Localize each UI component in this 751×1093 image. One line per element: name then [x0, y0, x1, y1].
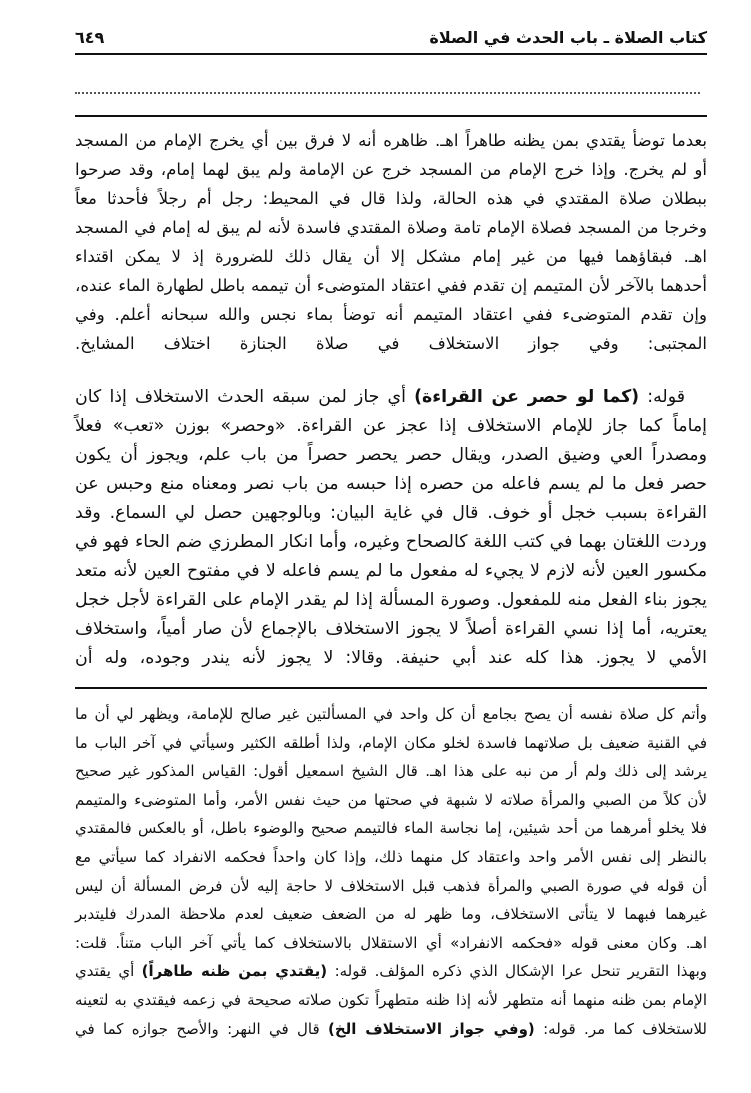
- main-paragraph-2: [75, 383, 707, 673]
- text-line: اهـ. وكان معنى قوله «فحكمه الانفراد» أي الاستقلال بالاستخلاف كما يأتي آخر الباب متناً. قلت:: [75, 933, 707, 952]
- text-line: بالنظر إلى نفس الأمر واحد واعتقاد كل منهما ذلك، وإذا كان واحداً فحكمه الانفراد كما سيأتي مع: [75, 847, 707, 866]
- text-line: [75, 383, 707, 412]
- text-line: حصر فعل ما لم يسم فاعله من حصره إذا حبسه من باب نصر ومعناه منع وحبس عن: [75, 474, 707, 494]
- text-line: يعتريه، أما إذا نسي القراءة أصلاً لا يجوز الاستخلاف بالإجماع لأن صار أمياً، واستخلاف: [75, 619, 707, 639]
- text-line: بعدما توضأ يقتدي بمن يظنه طاهراً اهـ. ظاهره أنه لا فرق بين أي يخرج الإمام من المسجد: [75, 131, 707, 150]
- text-line: أحدهما بالآخر لأن المتيمم إن تقدم ففي اعتقاد المتوضىء أن تيممه باطل لطهارة الماء عنده،: [75, 276, 707, 295]
- text-segment: للاستخلاف كما مر. قوله:: [534, 1019, 707, 1038]
- footnote-rule: [75, 687, 707, 689]
- text-line: مكسور العين لأنه لازم لا يجيء له مفعول ما لم يسم فاعله لا في مفتوح العين لأنه متعد: [75, 561, 707, 581]
- text-line: إماماً كما جاز للإمام الاستخلاف إذا عجز عن القراءة. «وحصر» بوزن «تعب» فعلاً: [75, 416, 707, 436]
- text-segment: أي جاز لمن سبقه الحدث الاستخلاف إذا كان: [75, 387, 415, 407]
- text-line: الإمام بمن ظنه منهما أنه متطهر لأنه إذا ظنه متطهراً تكون صلاته صحيحة في زعمه فيقتدي به لتعينه: [75, 990, 707, 1009]
- text-line: أن قوله في صورة الصبي والمرأة فذهب قبل الاستخلاف لا حاجة إليه لأن فرض المسألة أن ليس: [75, 876, 707, 895]
- text-line: القراءة بسبب خجل أو خوف. قال في غاية البيان: وبالوجهين حصل لي السماع. وقد: [75, 503, 707, 523]
- text-line: المجتبى: وفي جواز الاستخلاف في صلاة الجنازة اختلاف المشايخ.: [75, 334, 707, 353]
- text-segment: قوله:: [639, 387, 685, 407]
- text-line: غيرهما فبهما لا يتأتى الاستخلاف، وما ظهر له من الضعف ضعيف لعدم ملاحظة المدرك فليتدبر: [75, 905, 707, 924]
- text-line: [75, 1015, 707, 1044]
- text-line: أو لم يخرج. وإذا خرج الإمام من المسجد خرج عن الإمامة ولم يبق لهما إمام، وقد صرحوا: [75, 160, 707, 179]
- text-segment: وبهذا التقرير تنحل عرا الإشكال الذي ذكره المؤلف. قوله:: [327, 962, 707, 981]
- text-line: الأمي لا يجوز. هذا كله عند أبي حنيفة. وقالا: لا يجوز لأنه يندر وجوده، وله أن: [75, 648, 707, 668]
- footnote-block: [75, 700, 707, 1043]
- text-line: لأن كلاً من الصبي والمرأة صلاته لا شبهة في صحتها من حيث نفس الأمر، وأما المتوضىء والمتيمم: [75, 790, 707, 809]
- text-top-rule: [75, 115, 707, 117]
- text-line: فلا يخلو أمرهما من أحد شيئين، إما نجاسة الماء فالتيمم صحيح والوضوء باطل، أو بالعكس فالمقتدي: [75, 819, 707, 838]
- text-line: اهـ. فبقاؤهما فيها من غير إمام مشكل إلا أن يقال ذلك للضرورة إذ لا يمكن اقتداء: [75, 247, 707, 266]
- page-number: ٦٤٩: [75, 28, 105, 47]
- text-line: ببطلان صلاة المقتدي في هذه الحالة، ولذا قال في المحيط: رجل أم رجلاً فأحدثا معاً: [75, 189, 707, 208]
- quoted-lemma: (كما لو حصر عن القراءة): [414, 387, 640, 407]
- text-line: وإن تقدم المتوضىء ففي اعتقاد المتيمم أنه توضأ بماء نجس والله سبحانه أعلم. وفي: [75, 305, 707, 324]
- dotted-separator: [75, 92, 700, 94]
- text-line: وخرجا من المسجد فصلاة الإمام تامة وصلاة المقتدي فاسدة لأنه لم يبق له إمام في المسجد: [75, 218, 707, 237]
- text-line: وأتم كل صلاة نفسه أن يصح بجامع أن كل واحد في المسألتين غير صالح للإمامة، ويظهر لي أن ما: [75, 705, 707, 723]
- text-line: يرشد إلى ذلك ولم أر من نبه على هذا اهـ. قال الشيخ اسمعيل أقول: القياس المذكور غير صحيح: [75, 762, 707, 781]
- running-header: [75, 28, 707, 50]
- text-segment: قال في النهر: والأصح جوازه كما في: [75, 1019, 328, 1038]
- text-line: [75, 957, 707, 986]
- text-line: وردت اللغتان بهما في كتب اللغة كالصحاح وغيره، وأما انكار المطرزي ضم الحاء فهو في: [75, 532, 707, 552]
- main-paragraph-1: [75, 126, 707, 358]
- header-rule: [75, 53, 707, 55]
- text-line: ومصدراً العي وضيق الصدر، ويقال حصر يحصر حصراً من باب علم، ويجوز أن يكون: [75, 445, 707, 465]
- text-line: يجوز بناء الفعل منه للمفعول. وصورة المسألة إذا لم يقدر الإمام على القراءة لأجل خجل: [75, 590, 707, 610]
- text-line: في القنية ضعيف بل صلاتهما فاسدة لخلو مكان الإمام، ولذا أطلقه الكثير وسيأتي في آخر الباب ما: [75, 733, 707, 752]
- quoted-lemma: (وفي جواز الاستخلاف الخ): [327, 1019, 535, 1038]
- quoted-lemma: (يقتدي بمن ظنه طاهراً): [141, 962, 328, 981]
- chapter-title: كتاب الصلاة ـ باب الحدث في الصلاة: [429, 28, 707, 47]
- text-segment: أي يقتدي: [75, 962, 142, 981]
